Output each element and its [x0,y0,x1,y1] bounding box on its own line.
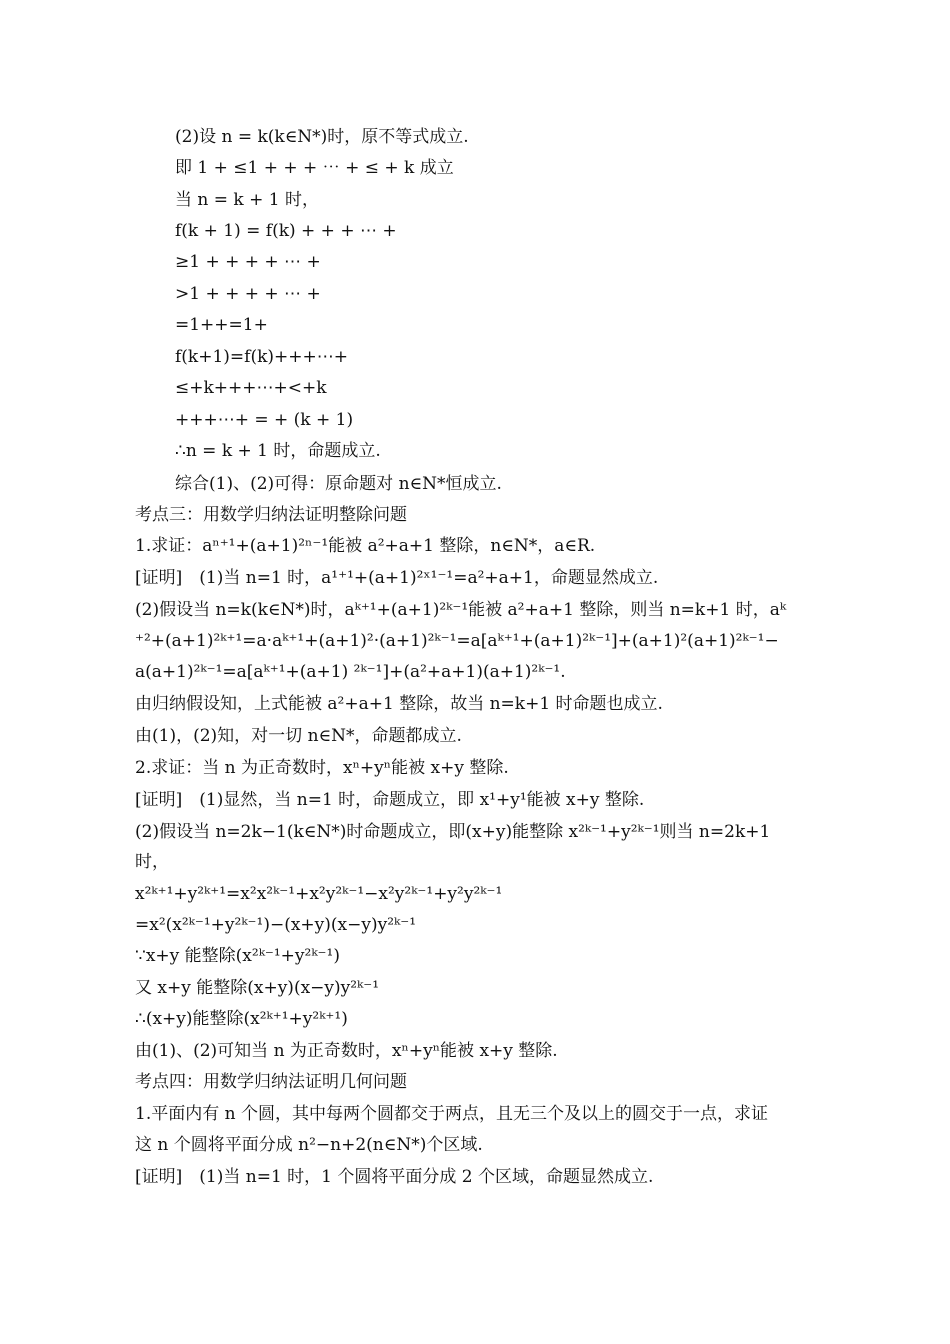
text-line: (2)设 n = k(k∈N*)时，原不等式成立. [175,127,469,147]
text-line: 当 n = k + 1 时， [175,190,319,210]
text-line: 由(1)、(2)可知当 n 为正奇数时，xⁿ+yⁿ能被 x+y 整除. [135,1041,558,1061]
text-line: f(k + 1) = f(k) + + + ⋯ + [175,221,397,241]
text-line: 时， [135,852,169,872]
text-line: +++⋯+ = + (k + 1) [175,410,354,430]
text-line: [证明] (1)当 n=1 时，a¹⁺¹+(a+1)²ˣ¹⁻¹=a²+a+1，命题显然成立. [135,568,659,588]
text-line: [证明] (1)当 n=1 时，1 个圆将平面分成 2 个区域，命题显然成立. [135,1167,654,1187]
text-line: ∴(x+y)能整除(x²ᵏ⁺¹+y²ᵏ⁺¹) [135,1009,348,1029]
text-line: 即 1 + ≤1 + + + ⋯ + ≤ + k 成立 [175,158,454,178]
text-line: f(k+1)=f(k)+++⋯+ [175,347,348,367]
text-line: (2)假设当 n=2k−1(k∈N*)时命题成立，即(x+y)能整除 x²ᵏ⁻¹+y²ᵏ⁻¹则当 n=2k+1 [135,822,771,842]
text-line: 由(1)，(2)知，对一切 n∈N*，命题都成立. [135,726,462,746]
text-line: ≤+k+++⋯+<+k [175,378,327,398]
text-line: ∴n = k + 1 时，命题成立. [175,441,381,461]
text-line: 又 x+y 能整除(x+y)(x−y)y²ᵏ⁻¹ [135,978,380,998]
text-line: >1 + + + + ⋯ + [175,284,321,304]
section-heading: 考点三：用数学归纳法证明整除问题 [135,505,407,525]
section-heading: 考点四：用数学归纳法证明几何问题 [135,1072,407,1092]
text-line: 1.平面内有 n 个圆，其中每两个圆都交于两点，且无三个及以上的圆交于一点，求证 [135,1104,768,1124]
text-line: 这 n 个圆将平面分成 n²−n+2(n∈N*)个区域. [135,1135,483,1155]
text-line: ⁺²+(a+1)²ᵏ⁺¹=a·aᵏ⁺¹+(a+1)²·(a+1)²ᵏ⁻¹=a[aᵏ⁺¹+(a+1)²ᵏ⁻¹]+(a+1)²(a+1)²ᵏ⁻¹− [135,631,779,651]
text-line: ∵x+y 能整除(x²ᵏ⁻¹+y²ᵏ⁻¹) [135,946,340,966]
text-line: a(a+1)²ᵏ⁻¹=a[aᵏ⁺¹+(a+1) ²ᵏ⁻¹]+(a²+a+1)(a+1)²ᵏ⁻¹. [135,662,566,682]
text-line: 由归纳假设知，上式能被 a²+a+1 整除，故当 n=k+1 时命题也成立. [135,694,663,714]
text-line: ≥1 + + + + ⋯ + [175,252,321,272]
text-line: 综合(1)、(2)可得：原命题对 n∈N*恒成立. [175,474,502,494]
text-line: [证明] (1)显然，当 n=1 时，命题成立，即 x¹+y¹能被 x+y 整除. [135,790,645,810]
text-line: =1++=1+ [175,315,268,335]
text-line: 1.求证：aⁿ⁺¹+(a+1)²ⁿ⁻¹能被 a²+a+1 整除，n∈N*，a∈R. [135,536,596,556]
text-line: 2.求证：当 n 为正奇数时，xⁿ+yⁿ能被 x+y 整除. [135,758,509,778]
text-line: =x²(x²ᵏ⁻¹+y²ᵏ⁻¹)−(x+y)(x−y)y²ᵏ⁻¹ [135,915,417,935]
text-line: x²ᵏ⁺¹+y²ᵏ⁺¹=x²x²ᵏ⁻¹+x²y²ᵏ⁻¹−x²y²ᵏ⁻¹+y²y²ᵏ⁻¹ [135,884,503,904]
text-line: (2)假设当 n=k(k∈N*)时，aᵏ⁺¹+(a+1)²ᵏ⁻¹能被 a²+a+1 整除，则当 n=k+1 时，aᵏ [135,600,787,620]
